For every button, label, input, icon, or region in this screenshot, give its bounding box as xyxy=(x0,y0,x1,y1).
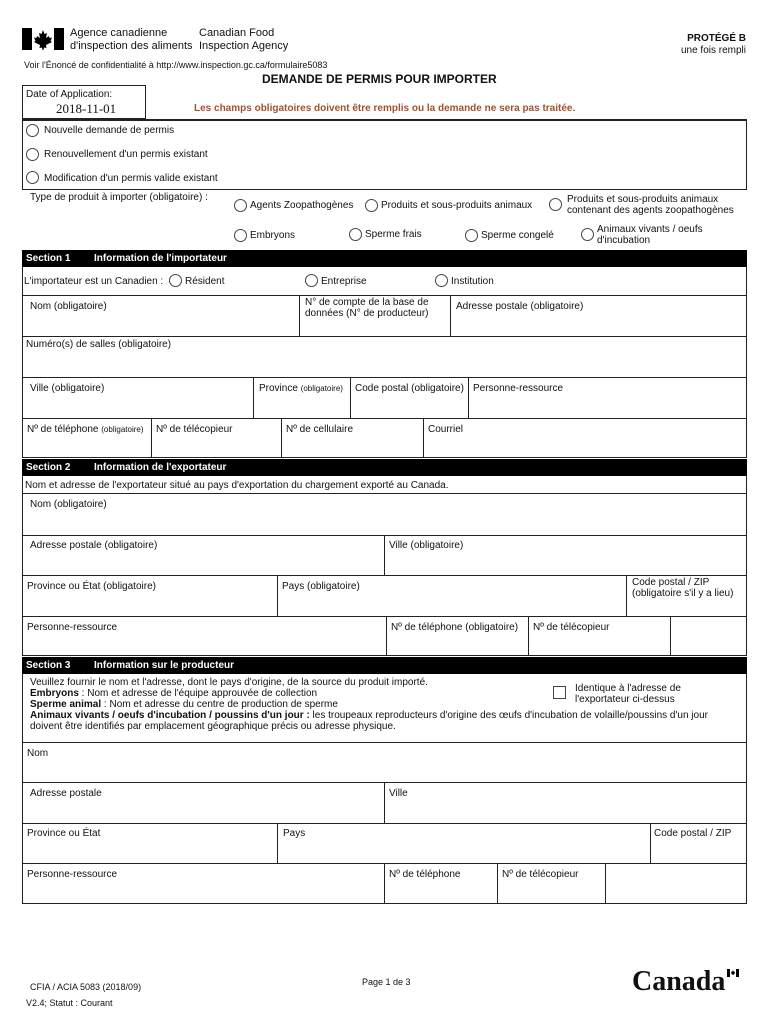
animals-bold: Animaux vivants / oeufs d'incubation / poussins d'un jour : xyxy=(30,710,310,721)
date-field[interactable]: 2018-11-01 xyxy=(56,101,117,116)
canada-wordmark: Canada xyxy=(632,966,726,997)
section2-number: Section 2 xyxy=(26,462,71,473)
exporter-name-label: Nom (obligatoire) xyxy=(30,499,107,510)
product-opt3-line1: Produits et sous-produits animaux xyxy=(567,194,719,205)
importer-postal-label: Code postal (obligatoire) xyxy=(355,383,464,394)
exporter-address-field[interactable] xyxy=(23,552,383,574)
same-as-exporter-line1: Identique à l'adresse de xyxy=(575,683,681,694)
mandatory-note: Les champs obligatoires doivent être remplis ou la demande ne sera pas traitée. xyxy=(194,103,576,114)
producer-zip-field[interactable] xyxy=(651,840,746,862)
exporter-name-field[interactable] xyxy=(23,511,746,534)
page-title: DEMANDE DE PERMIS POUR IMPORTER xyxy=(262,72,497,86)
exporter-city-label: Ville (obligatoire) xyxy=(389,540,464,551)
section3-header xyxy=(22,657,747,674)
account-label-line2: données (N° de producteur) xyxy=(305,308,429,319)
exporter-province-field[interactable] xyxy=(23,593,276,615)
radio-entreprise[interactable] xyxy=(305,274,318,287)
radio-fresh-semen[interactable] xyxy=(349,228,362,241)
privacy-notice: Voir l'Énoncé de confidentialité à http://www.inspection.gc.ca/formulaire5083 xyxy=(24,60,328,70)
importer-fax-label: Nº de télécopieur xyxy=(156,424,233,435)
product-opt-zoopathogens: Agents Zoopathogènes xyxy=(250,200,354,211)
agency-en-line2: Inspection Agency xyxy=(199,40,289,52)
importer-province-text: Province xyxy=(259,383,298,394)
agency-fr-line1: Agence canadienne xyxy=(70,27,168,39)
importer-province-label xyxy=(259,383,343,394)
same-as-exporter-line2: l'exportateur ci-dessus xyxy=(575,694,675,705)
exporter-country-field[interactable] xyxy=(278,593,625,615)
exporter-fax-field[interactable] xyxy=(529,634,746,655)
exporter-address-label: Adresse postale (obligatoire) xyxy=(30,540,158,551)
producer-country-field[interactable] xyxy=(278,840,649,862)
importer-name-field[interactable] xyxy=(23,313,298,335)
resident-label: Résident xyxy=(185,276,225,287)
account-number-field[interactable] xyxy=(300,320,449,335)
product-opt7-line2: d'incubation xyxy=(597,235,651,246)
date-label: Date of Application: xyxy=(26,89,113,100)
semen-bold: Sperme animal xyxy=(30,699,102,710)
embryos-text: : Nom et adresse de l'équipe approuvée de collection xyxy=(78,688,318,699)
section3-title: Information sur le producteur xyxy=(94,660,235,671)
exporter-zip-label-line1: Code postal / ZIP xyxy=(632,577,710,588)
producer-contact-field[interactable] xyxy=(23,881,383,903)
radio-modify-permit[interactable] xyxy=(26,171,39,184)
producer-city-label: Ville xyxy=(389,788,408,799)
radio-zoopathogens[interactable] xyxy=(234,199,247,212)
product-opt7-line1: Animaux vivants / oeufs xyxy=(597,224,703,235)
exporter-country-label: Pays (obligatoire) xyxy=(282,581,360,592)
importer-province-field[interactable] xyxy=(254,395,349,417)
exporter-phone-label: Nº de téléphone (obligatoire) xyxy=(391,622,519,633)
producer-intro: Veuillez fournir le nom et l'adresse, dont le pays d'origine, de la source du produit importé. xyxy=(30,677,428,688)
producer-zip-label: Code postal / ZIP xyxy=(654,828,732,839)
product-opt-frozen-semen: Sperme congelé xyxy=(481,230,554,241)
importer-email-label: Courriel xyxy=(428,424,464,435)
radio-institution[interactable] xyxy=(435,274,448,287)
rooms-field[interactable] xyxy=(23,351,746,376)
producer-contact-label: Personne-ressource xyxy=(27,869,118,880)
radio-live-animals[interactable] xyxy=(581,228,594,241)
importer-contact-field[interactable] xyxy=(469,395,746,417)
radio-animal-products[interactable] xyxy=(365,199,378,212)
embryos-bold: Embryons xyxy=(30,688,79,699)
rooms-label: Numéro(s) de salles (obligatoire) xyxy=(26,339,172,350)
radio-embryos[interactable] xyxy=(234,229,247,242)
product-opt3-line2: contenant des agents zoopathogènes xyxy=(567,205,734,216)
section3-number: Section 3 xyxy=(26,660,71,671)
request-renew-label: Renouvellement d'un permis existant xyxy=(44,149,208,160)
producer-fax-field[interactable] xyxy=(498,881,746,903)
radio-resident[interactable] xyxy=(169,274,182,287)
section1-number: Section 1 xyxy=(26,253,71,264)
importer-address-field[interactable] xyxy=(451,313,746,335)
exporter-intro: Nom et adresse de l'exportateur situé au pays d'exportation du chargement exporté au Canada. xyxy=(25,480,449,491)
canadian-label: L'importateur est un Canadien : xyxy=(24,276,164,287)
section1-header xyxy=(22,250,747,267)
entreprise-label: Entreprise xyxy=(321,276,367,287)
importer-address-label: Adresse postale (obligatoire) xyxy=(456,301,584,312)
form-version: V2.4; Statut : Courant xyxy=(26,998,113,1008)
producer-name-field[interactable] xyxy=(23,760,746,781)
exporter-zip-label-line2: (obligatoire s'il y a lieu) xyxy=(632,588,734,599)
same-as-exporter-checkbox[interactable] xyxy=(553,686,566,699)
radio-frozen-semen[interactable] xyxy=(465,229,478,242)
importer-phone-text: Nº de téléphone xyxy=(27,424,99,435)
institution-label: Institution xyxy=(451,276,494,287)
wordmark-flag-icon xyxy=(727,969,739,977)
importer-city-field[interactable] xyxy=(23,395,252,417)
importer-province-required: (obligatoire) xyxy=(300,384,343,393)
request-modify-label: Modification d'un permis valide existant xyxy=(44,173,218,184)
importer-name-label: Nom (obligatoire) xyxy=(30,301,107,312)
importer-phone-field[interactable] xyxy=(23,436,150,457)
producer-province-label: Province ou État xyxy=(27,828,101,839)
exporter-contact-field[interactable] xyxy=(23,634,385,655)
radio-new-permit[interactable] xyxy=(26,124,39,137)
importer-contact-label: Personne-ressource xyxy=(473,383,564,394)
protected-label: PROTÉGÉ B xyxy=(687,33,746,44)
producer-animals-line xyxy=(30,710,708,721)
producer-embryos-line xyxy=(30,688,317,699)
producer-city-field[interactable] xyxy=(385,800,746,822)
exporter-province-label: Province ou État (obligatoire) xyxy=(27,581,156,592)
product-type-label: Type de produit à importer (obligatoire) : xyxy=(30,192,208,203)
product-opt-animal-products: Produits et sous-produits animaux xyxy=(381,200,533,211)
exporter-city-field[interactable] xyxy=(385,552,746,574)
importer-city-label: Ville (obligatoire) xyxy=(30,383,105,394)
importer-phone-required: (obligatoire) xyxy=(101,425,144,434)
protected-sub: une fois rempli xyxy=(680,45,746,56)
importer-postal-field[interactable] xyxy=(351,395,467,417)
exporter-fax-label: Nº de télécopieur xyxy=(533,622,610,633)
agency-fr-line2: d'inspection des aliments xyxy=(70,40,193,52)
producer-country-label: Pays xyxy=(283,828,306,839)
semen-text: : Nom et adresse du centre de production de sperme xyxy=(101,699,338,710)
radio-products-with-agents[interactable] xyxy=(549,198,562,211)
account-label-line1: N° de compte de la base de xyxy=(305,297,429,308)
page-number: Page 1 de 3 xyxy=(362,977,411,987)
product-opt-embryos: Embryons xyxy=(250,230,296,241)
product-opt-fresh-semen: Sperme frais xyxy=(365,229,422,240)
radio-renew-permit[interactable] xyxy=(26,148,39,161)
section1-title: Information de l'importateur xyxy=(94,253,227,264)
importer-cell-label: Nº de cellulaire xyxy=(286,424,354,435)
agency-en-line1: Canadian Food xyxy=(199,27,275,39)
producer-province-field[interactable] xyxy=(23,840,276,862)
producer-phone-field[interactable] xyxy=(385,881,496,903)
importer-cell-field[interactable] xyxy=(282,436,422,457)
producer-intro-last: doivent être identifiés par emplacement géographique précis ou adresse physique. xyxy=(30,721,396,732)
request-new-label: Nouvelle demande de permis xyxy=(44,125,175,136)
exporter-contact-label: Personne-ressource xyxy=(27,622,118,633)
exporter-zip-field[interactable] xyxy=(627,600,746,615)
exporter-phone-field[interactable] xyxy=(387,634,527,655)
importer-fax-field[interactable] xyxy=(152,436,280,457)
form-id: CFIA / ACIA 5083 (2018/09) xyxy=(30,982,142,992)
producer-name-label: Nom xyxy=(27,748,49,759)
importer-phone-label xyxy=(27,424,144,435)
canada-flag-logo xyxy=(22,28,64,50)
producer-address-field[interactable] xyxy=(23,800,383,822)
producer-semen-line xyxy=(30,699,338,710)
importer-email-field[interactable] xyxy=(424,436,746,457)
section2-title: Information de l'exportateur xyxy=(94,462,227,473)
producer-fax-label: Nº de télécopieur xyxy=(502,869,579,880)
animals-text: les troupeaux reproducteurs d'origine des œufs d'incubation de volaille/poussins d'un jour xyxy=(309,710,708,721)
producer-address-label: Adresse postale xyxy=(30,788,102,799)
producer-phone-label: Nº de téléphone xyxy=(389,869,461,880)
section2-header xyxy=(22,459,747,476)
